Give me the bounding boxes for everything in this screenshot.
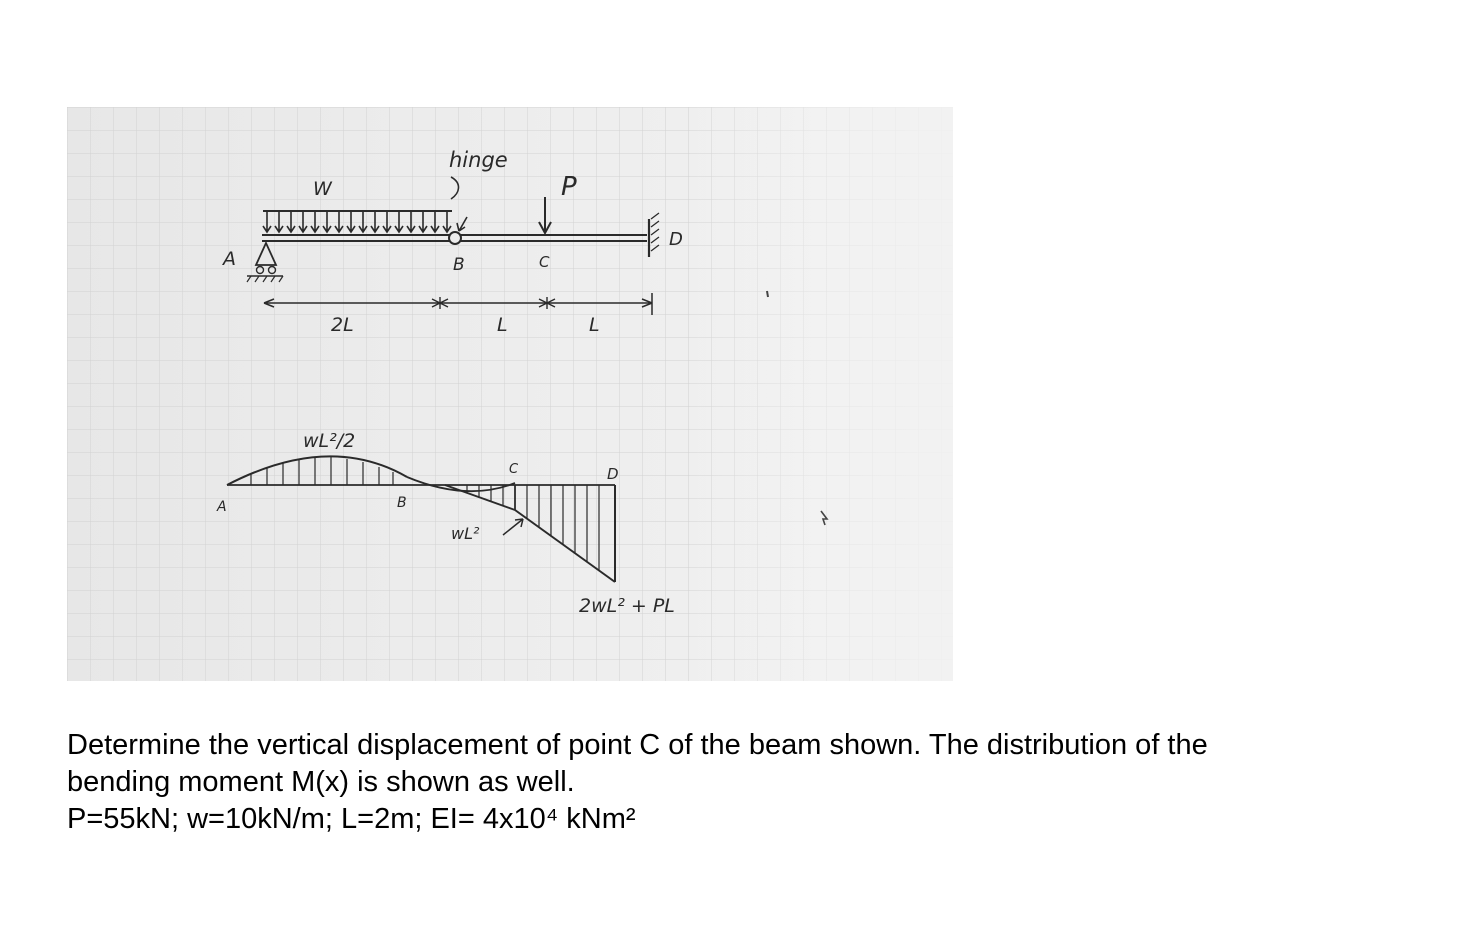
moment-label-d-value: 2wL² + PL — [579, 595, 675, 617]
question-line-2: bending moment M(x) is shown as well. — [67, 766, 575, 798]
moment-label-a: A — [217, 499, 227, 515]
label-hinge: hinge — [449, 148, 508, 172]
question-line-1: Determine the vertical displacement of point C of the beam shown. The distribution of the — [67, 729, 1208, 761]
moment-label-max-positive: wL²/2 — [303, 430, 356, 452]
label-load-w: W — [313, 178, 332, 200]
moment-label-c-value: wL² — [451, 524, 480, 543]
beam-diagram-photo — [67, 107, 953, 681]
label-point-d: D — [669, 229, 683, 250]
stray-mark — [767, 291, 768, 297]
paper-fade — [67, 107, 953, 681]
label-span-ab: 2L — [331, 314, 354, 336]
hinge-b — [449, 232, 461, 244]
moment-label-c: C — [509, 462, 519, 477]
label-span-cd: L — [589, 314, 600, 336]
moment-label-d: D — [607, 465, 619, 483]
question-line-3: P=55kN; w=10kN/m; L=2m; EI= 4x10⁴ kNm² — [67, 803, 636, 835]
question-text — [67, 727, 1397, 838]
label-span-bc: L — [497, 314, 508, 336]
label-load-p: P — [561, 172, 577, 202]
label-point-c: C — [539, 253, 550, 271]
label-point-a: A — [223, 248, 236, 270]
moment-label-b: B — [397, 495, 407, 511]
label-point-b: B — [453, 255, 465, 275]
beam-diagram-svg — [67, 107, 953, 681]
